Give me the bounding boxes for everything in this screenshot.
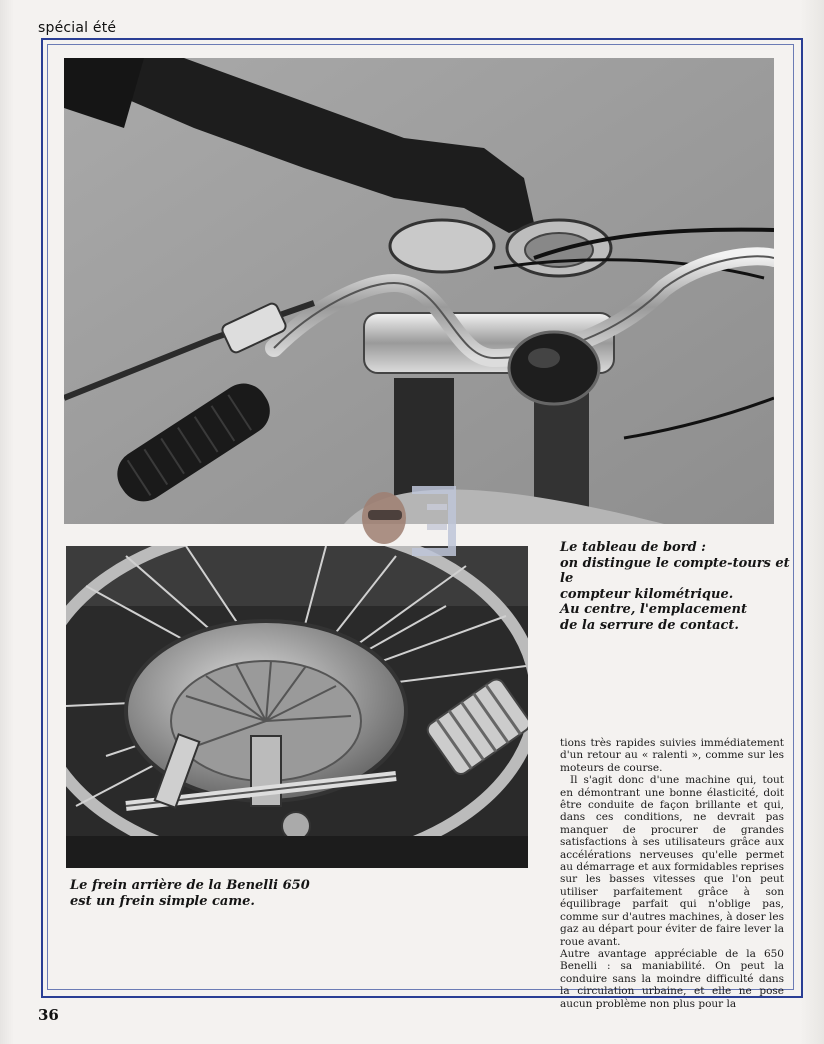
brake-caption <box>70 878 370 909</box>
rear-brake-photo <box>66 546 528 868</box>
caption-line: de la serrure de contact. <box>560 617 739 633</box>
handlebar-photo <box>64 58 774 524</box>
page-number: 36 <box>38 1006 59 1024</box>
caption-line: Au centre, l'emplacement <box>560 602 747 617</box>
caption-line: on distingue le compte-tours et le <box>560 555 790 586</box>
article-body <box>560 737 784 1010</box>
article-paragraph: tions très rapides suivies immédiatement d'un retour au « ralenti », comme sur les moteurs de course. <box>560 737 784 774</box>
section-label: spécial été <box>38 20 117 36</box>
caption-line: compteur kilométrique. <box>560 586 734 602</box>
dashboard-caption <box>560 540 790 633</box>
article-paragraph: Autre avantage appréciable de la 650 Benelli : sa maniabilité. On peut la conduire sans la moindre difficulté dans la circulation urbaine, et elle ne pose aucun problème non plus pour la <box>560 947 784 1010</box>
article-paragraph: Il s'agit donc d'une machine qui, tout en démontrant une bonne élasticité, doit être conduite de façon brillante et qui, dans ces conditions, ne devrait pas manquer de procurer de grandes satisfactions à ses utilisateurs grâce aux accélérations nerveuses qu'elle permet au démarrage et aux formidables reprises sur les basses vitesses que l'on peut utiliser parfaitement grâce à son équilibrage parfait qui n'oblige pas, comme sur d'autres machines, à doser les gaz au départ pour éviter de faire lever la roue avant. <box>560 774 785 948</box>
caption-line: est un frein simple came. <box>70 893 255 909</box>
caption-line: Le tableau de bord : <box>560 540 706 555</box>
caption-line: Le frein arrière de la Benelli 650 <box>70 878 310 893</box>
watermark-logo <box>352 482 462 562</box>
